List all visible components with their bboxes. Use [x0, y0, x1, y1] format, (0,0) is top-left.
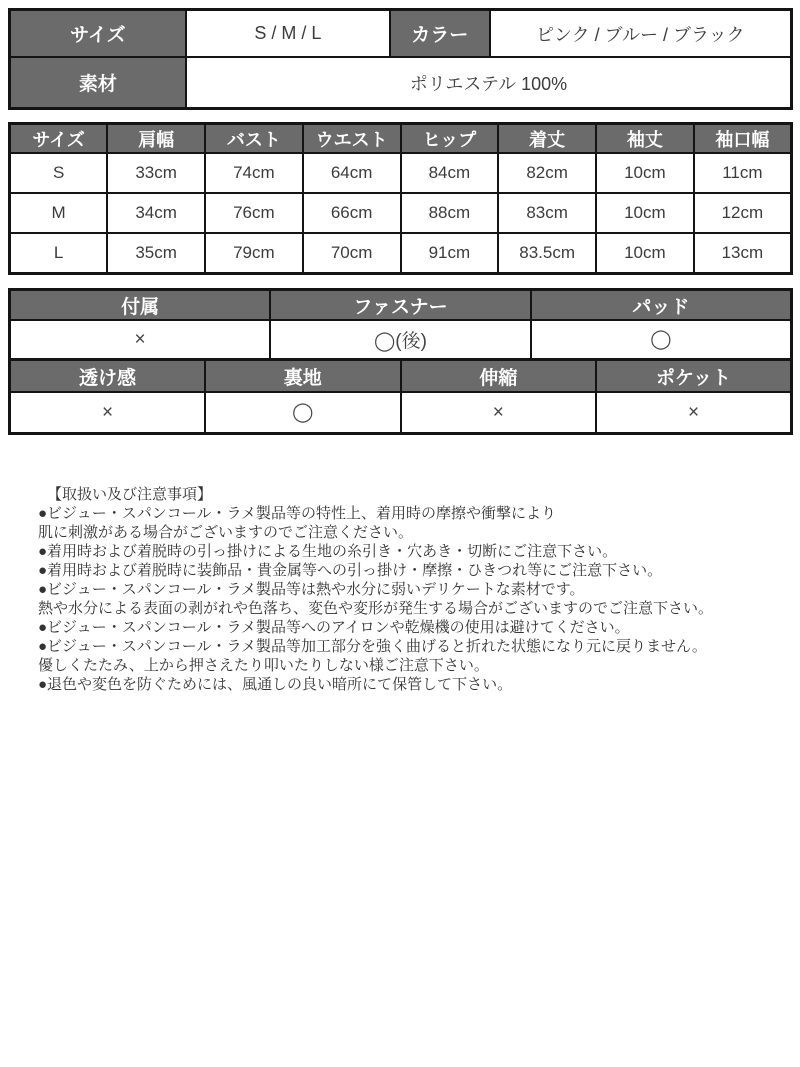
- accessory-value: ×: [10, 320, 271, 360]
- table-cell: M: [10, 193, 108, 233]
- care-note-line: ●ビジュー・スパンコール・ラメ製品等の特性上、着用時の摩擦や衝撃により: [38, 505, 557, 522]
- table-cell: L: [10, 233, 108, 274]
- column-header: 袖丈: [596, 124, 694, 154]
- column-header: 裏地: [205, 360, 401, 393]
- table-cell: 12cm: [694, 193, 792, 233]
- care-note-line: ●退色や変色を防ぐためには、風通しの良い暗所にて保管して下さい。: [38, 676, 513, 693]
- table-cell: 83cm: [498, 193, 596, 233]
- table-cell: 64cm: [303, 153, 401, 193]
- table-row-size-l: [10, 233, 792, 274]
- care-notes: [8, 485, 793, 694]
- table-cell: 88cm: [401, 193, 499, 233]
- column-header: ヒップ: [401, 124, 499, 154]
- stretch-value: ×: [401, 392, 597, 434]
- column-header: パッド: [531, 290, 792, 321]
- column-header: ポケット: [596, 360, 792, 393]
- table-cell: 74cm: [205, 153, 303, 193]
- table-cell: 83.5cm: [498, 233, 596, 274]
- care-note-line: ●着用時および着脱時に装飾品・貴金属等への引っ掛け・摩擦・ひきつれ等にご注意下さい。: [38, 562, 663, 579]
- features-value-row: [10, 392, 792, 434]
- table-cell: 11cm: [694, 153, 792, 193]
- column-header: 肩幅: [107, 124, 205, 154]
- table-cell: 82cm: [498, 153, 596, 193]
- column-header: 着丈: [498, 124, 596, 154]
- table-row: [10, 57, 792, 109]
- column-header: ファスナー: [270, 290, 531, 321]
- column-header: バスト: [205, 124, 303, 154]
- color-value: ピンク / ブルー / ブラック: [490, 10, 792, 58]
- table-cell: 13cm: [694, 233, 792, 274]
- table-cell: 70cm: [303, 233, 401, 274]
- column-header: 透け感: [10, 360, 206, 393]
- pad-value: ◯: [531, 320, 792, 360]
- care-note-line: ●ビジュー・スパンコール・ラメ製品等は熱や水分に弱いデリケートな素材です。: [38, 581, 585, 598]
- care-note-line: ●ビジュー・スパンコール・ラメ製品等加工部分を強く曲げると折れた状態になり元に戻りません。: [38, 638, 707, 655]
- size-value: S / M / L: [186, 10, 390, 58]
- size-header: サイズ: [10, 10, 186, 58]
- table-cell: 84cm: [401, 153, 499, 193]
- table-cell: 35cm: [107, 233, 205, 274]
- table-cell: 66cm: [303, 193, 401, 233]
- care-note-line: 優しくたたみ、上から押さえたり叩いたりしない様ご注意下さい。: [38, 657, 489, 674]
- table-cell: 33cm: [107, 153, 205, 193]
- table-row-size-s: [10, 153, 792, 193]
- column-header: 付属: [10, 290, 271, 321]
- features-table-1: [8, 288, 793, 361]
- care-note-line: ●ビジュー・スパンコール・ラメ製品等へのアイロンや乾燥機の使用は避けてください。: [38, 619, 630, 636]
- column-header: 伸縮: [401, 360, 597, 393]
- care-note-line: 熱や水分による表面の剥がれや色落ち、変色や変形が発生する場合がございますのでご注意下さい。: [38, 600, 714, 617]
- table-row: [10, 10, 792, 58]
- pocket-value: ×: [596, 392, 792, 434]
- features-value-row: [10, 320, 792, 360]
- table-cell: 10cm: [596, 153, 694, 193]
- material-value: ポリエステル 100%: [186, 57, 792, 109]
- table-cell: 34cm: [107, 193, 205, 233]
- measurement-table: [8, 122, 793, 275]
- table-cell: 10cm: [596, 193, 694, 233]
- color-header: カラー: [390, 10, 490, 58]
- features-header-row: [10, 360, 792, 393]
- sheerness-value: ×: [10, 392, 206, 434]
- measurement-header-row: [10, 124, 792, 154]
- table-cell: 10cm: [596, 233, 694, 274]
- table-cell: S: [10, 153, 108, 193]
- table-cell: 79cm: [205, 233, 303, 274]
- column-header: サイズ: [10, 124, 108, 154]
- lining-value: ◯: [205, 392, 401, 434]
- features-table-2: [8, 358, 793, 435]
- material-header: 素材: [10, 57, 186, 109]
- care-notes-title: 【取扱い及び注意事項】: [47, 486, 213, 503]
- table-row-size-m: [10, 193, 792, 233]
- table-cell: 91cm: [401, 233, 499, 274]
- column-header: 袖口幅: [694, 124, 792, 154]
- features-header-row: [10, 290, 792, 321]
- column-header: ウエスト: [303, 124, 401, 154]
- size-color-material-table: [8, 8, 793, 110]
- care-note-line: 肌に刺激がある場合がございますのでご注意ください。: [38, 524, 414, 541]
- care-note-line: ●着用時および着脱時の引っ掛けによる生地の糸引き・穴あき・切断にご注意下さい。: [38, 543, 618, 560]
- fastener-value: ◯(後): [270, 320, 531, 360]
- table-cell: 76cm: [205, 193, 303, 233]
